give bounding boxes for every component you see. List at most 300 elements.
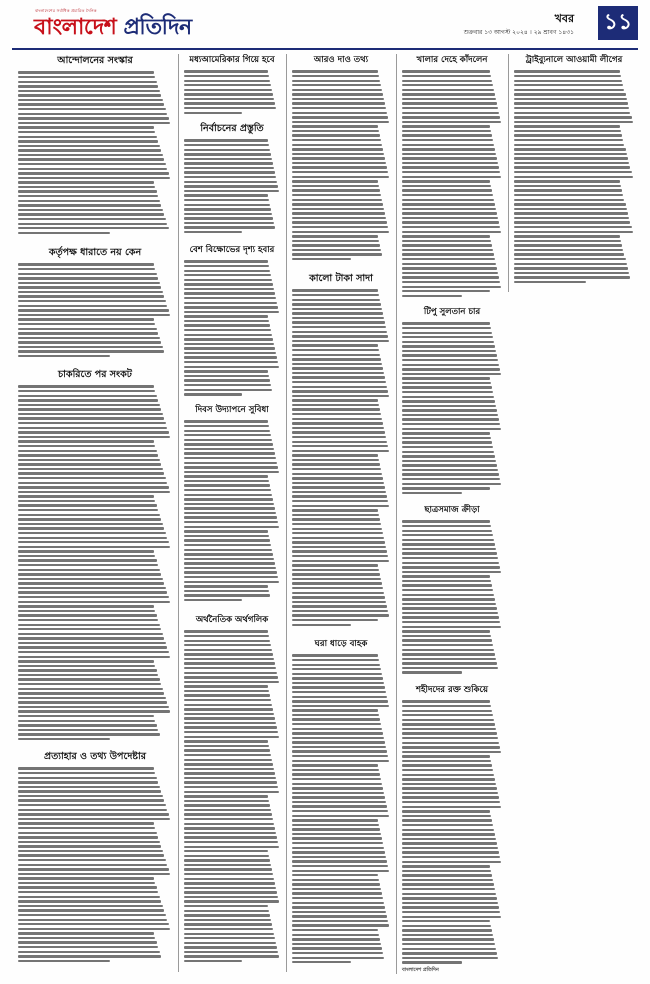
text-line xyxy=(292,718,380,720)
text-line xyxy=(292,253,382,255)
text-line xyxy=(402,824,493,826)
text-line xyxy=(184,231,242,233)
text-line xyxy=(402,322,490,324)
text-line xyxy=(18,122,170,124)
article-headline: দিবস উদ্যাপনে সুবিধা xyxy=(195,405,269,415)
article-headline: নির্বাচনের প্রস্তুতি xyxy=(200,123,264,134)
text-line xyxy=(18,172,169,174)
text-line xyxy=(292,199,382,201)
text-line xyxy=(18,706,169,708)
text-line xyxy=(184,804,270,806)
text-line xyxy=(402,612,498,614)
text-line xyxy=(292,778,381,780)
text-line xyxy=(402,562,499,564)
text-line xyxy=(184,430,270,432)
text-line xyxy=(18,126,154,128)
text-line xyxy=(18,859,166,861)
text-line xyxy=(402,787,497,789)
text-line xyxy=(18,145,160,147)
text-line xyxy=(184,292,275,294)
text-line xyxy=(402,874,492,876)
text-line xyxy=(402,815,491,817)
text-line xyxy=(292,317,384,319)
text-line xyxy=(514,185,621,187)
text-line xyxy=(402,176,501,178)
text-line xyxy=(402,902,498,904)
text-line xyxy=(402,728,496,730)
text-line xyxy=(402,345,495,347)
text-line xyxy=(18,514,160,516)
text-line xyxy=(18,454,158,456)
text-line xyxy=(184,786,278,788)
text-line xyxy=(402,396,494,398)
text-line xyxy=(184,521,278,523)
text-line xyxy=(184,795,268,797)
text-line xyxy=(184,878,274,880)
text-line xyxy=(402,616,499,618)
article xyxy=(288,272,394,636)
text-line xyxy=(184,484,270,486)
text-line xyxy=(402,102,497,104)
text-line xyxy=(18,81,157,83)
text-line xyxy=(184,690,269,692)
text-line xyxy=(18,642,166,644)
column-divider xyxy=(286,54,287,972)
column-divider xyxy=(178,54,179,972)
text-line xyxy=(402,451,494,453)
text-line xyxy=(402,354,497,356)
text-line xyxy=(402,391,493,393)
text-line xyxy=(402,621,500,623)
text-line xyxy=(292,148,383,150)
article-body xyxy=(398,518,506,675)
text-line xyxy=(184,356,277,358)
text-line xyxy=(18,854,164,856)
text-line xyxy=(184,791,279,793)
text-line xyxy=(402,235,490,237)
text-line xyxy=(402,626,501,628)
text-line xyxy=(292,231,389,233)
article-headline: মধ্যআমেরিকার গিয়ে হবে xyxy=(189,55,275,65)
text-line xyxy=(292,89,382,91)
text-line xyxy=(18,90,160,92)
text-line xyxy=(292,934,379,936)
article-body xyxy=(288,287,394,628)
text-line xyxy=(18,491,170,493)
text-line xyxy=(292,431,385,433)
text-line xyxy=(402,134,492,136)
article-body xyxy=(180,68,284,116)
text-line xyxy=(184,553,273,555)
text-line xyxy=(402,719,494,721)
text-line xyxy=(18,422,166,424)
text-line xyxy=(184,288,274,290)
text-line xyxy=(292,837,382,839)
text-line xyxy=(402,783,496,785)
text-line xyxy=(402,171,500,173)
text-line xyxy=(514,208,627,210)
text-line xyxy=(292,399,378,401)
text-line xyxy=(292,700,388,702)
text-line xyxy=(18,103,164,105)
text-line xyxy=(184,457,276,459)
text-line xyxy=(292,221,387,223)
article-headline: আন্দোলনের সংস্কার xyxy=(57,55,133,66)
text-line xyxy=(184,176,276,178)
text-line xyxy=(402,893,496,895)
text-line xyxy=(18,569,160,571)
text-line xyxy=(292,473,382,475)
text-line xyxy=(184,768,274,770)
text-line xyxy=(184,667,276,669)
text-line xyxy=(292,450,389,452)
text-line xyxy=(292,354,380,356)
text-line xyxy=(18,555,155,557)
text-line xyxy=(18,937,155,939)
text-line xyxy=(18,309,169,311)
text-line xyxy=(402,769,493,771)
text-line xyxy=(18,564,158,566)
text-line xyxy=(18,431,169,433)
text-line xyxy=(18,559,157,561)
text-line xyxy=(292,185,379,187)
text-line xyxy=(18,263,154,265)
text-line xyxy=(18,614,157,616)
text-line xyxy=(18,468,163,470)
text-line xyxy=(18,578,163,580)
text-line xyxy=(292,924,389,926)
text-line xyxy=(292,728,382,730)
article-headline: অর্থনৈতিক অর্থগলিক xyxy=(195,615,269,625)
text-line xyxy=(292,349,379,351)
text-line xyxy=(292,961,351,963)
text-line xyxy=(402,662,497,664)
text-line xyxy=(514,134,622,136)
text-line xyxy=(292,746,386,748)
article-body xyxy=(288,652,394,965)
text-line xyxy=(184,162,273,164)
text-line xyxy=(18,445,155,447)
text-line xyxy=(402,737,498,739)
article xyxy=(14,54,176,244)
text-line xyxy=(184,933,274,935)
text-line xyxy=(292,805,387,807)
text-line xyxy=(184,167,274,169)
text-line xyxy=(18,332,158,334)
text-line xyxy=(184,818,273,820)
text-line xyxy=(18,546,170,548)
text-line xyxy=(292,408,380,410)
text-line xyxy=(18,873,170,875)
text-line xyxy=(402,870,491,872)
text-line xyxy=(402,368,500,370)
text-line xyxy=(18,463,161,465)
text-line xyxy=(402,792,498,794)
text-line xyxy=(292,686,385,688)
text-line xyxy=(402,700,490,702)
logo-part-1: বাংলাদেশ xyxy=(34,14,117,40)
text-line xyxy=(402,139,493,141)
text-line xyxy=(292,303,381,305)
text-line xyxy=(402,838,496,840)
text-line xyxy=(292,157,385,159)
text-line xyxy=(292,80,380,82)
text-line xyxy=(184,270,270,272)
text-line xyxy=(292,244,380,246)
text-line xyxy=(292,605,387,607)
text-line xyxy=(18,346,163,348)
text-line xyxy=(292,815,389,817)
text-line xyxy=(18,818,170,820)
text-line xyxy=(402,84,493,86)
text-line xyxy=(402,153,496,155)
text-line xyxy=(18,395,157,397)
text-line xyxy=(292,920,388,922)
text-line xyxy=(402,244,492,246)
text-line xyxy=(18,273,157,275)
text-line xyxy=(402,148,495,150)
text-line xyxy=(402,295,462,297)
text-line xyxy=(292,741,385,743)
text-line xyxy=(292,938,380,940)
text-line xyxy=(514,203,626,205)
text-line xyxy=(402,961,462,963)
text-line xyxy=(18,822,154,824)
text-line xyxy=(184,855,269,857)
masthead-rule xyxy=(12,48,638,50)
text-line xyxy=(402,373,501,375)
article-body xyxy=(14,261,176,359)
text-line xyxy=(292,952,383,954)
text-line xyxy=(514,240,621,242)
text-line xyxy=(184,204,270,206)
text-line xyxy=(18,390,155,392)
text-line xyxy=(514,272,629,274)
text-line xyxy=(402,267,497,269)
text-line xyxy=(184,928,273,930)
text-line xyxy=(184,640,270,642)
text-line xyxy=(402,671,462,673)
text-line xyxy=(184,900,279,902)
text-line xyxy=(18,195,158,197)
text-line xyxy=(402,93,495,95)
text-line xyxy=(292,943,381,945)
text-line xyxy=(18,591,167,593)
text-line xyxy=(18,772,155,774)
text-line xyxy=(184,494,272,496)
text-line xyxy=(18,537,167,539)
text-line xyxy=(292,764,378,766)
text-line xyxy=(402,144,494,146)
text-line xyxy=(292,578,381,580)
text-line xyxy=(292,847,384,849)
text-line xyxy=(402,897,497,899)
article-headline: ঘরা ধাড়ে বাহক xyxy=(314,639,368,649)
text-line xyxy=(402,829,494,831)
text-line xyxy=(184,153,271,155)
text-line xyxy=(514,144,624,146)
text-line xyxy=(184,265,269,267)
text-line xyxy=(18,209,163,211)
text-line xyxy=(292,564,378,566)
text-line xyxy=(18,300,166,302)
text-line xyxy=(292,505,389,507)
text-line xyxy=(18,282,160,284)
text-line xyxy=(402,70,490,72)
text-line xyxy=(292,659,379,661)
text-line xyxy=(514,102,628,104)
text-line xyxy=(184,891,277,893)
text-line xyxy=(514,75,621,77)
text-line xyxy=(18,117,169,119)
text-line xyxy=(292,482,384,484)
text-line xyxy=(402,483,501,485)
text-line xyxy=(402,405,496,407)
text-line xyxy=(402,810,490,812)
text-line xyxy=(402,865,490,867)
text-line xyxy=(18,541,169,543)
text-line xyxy=(18,767,154,769)
text-line xyxy=(402,929,492,931)
text-line xyxy=(292,664,380,666)
text-line xyxy=(18,809,167,811)
text-line xyxy=(184,389,272,391)
logo-part-2: প্রতিদিন xyxy=(116,14,192,40)
text-line xyxy=(18,715,154,717)
text-line xyxy=(292,367,383,369)
text-line xyxy=(402,286,501,288)
text-line xyxy=(18,218,166,220)
text-line xyxy=(292,929,378,931)
text-line xyxy=(18,486,169,488)
article-headline: কালো টাকা সাদা xyxy=(309,273,373,284)
text-line xyxy=(292,883,380,885)
article-headline: চাকরিতে পর সংকট xyxy=(58,369,132,380)
text-line xyxy=(184,896,278,898)
text-line xyxy=(18,532,166,534)
text-line xyxy=(514,176,633,178)
text-line xyxy=(184,306,278,308)
text-line xyxy=(292,546,386,548)
text-line xyxy=(292,208,384,210)
text-line xyxy=(18,601,170,603)
text-line xyxy=(184,717,275,719)
article-headline: ছাত্রসমাজ ক্রীড়া xyxy=(424,505,480,515)
text-line xyxy=(402,594,494,596)
text-line xyxy=(18,399,158,401)
text-line xyxy=(402,543,495,545)
text-line xyxy=(184,672,277,674)
text-line xyxy=(18,190,157,192)
text-line xyxy=(402,258,495,260)
text-line xyxy=(18,71,154,73)
text-line xyxy=(184,343,274,345)
text-line xyxy=(184,859,270,861)
text-line xyxy=(184,324,270,326)
text-line xyxy=(18,177,170,179)
text-line xyxy=(514,199,624,201)
text-line xyxy=(184,914,270,916)
text-line xyxy=(18,688,163,690)
text-line xyxy=(292,801,386,803)
text-line xyxy=(184,199,269,201)
text-line xyxy=(402,530,492,532)
text-line xyxy=(184,937,275,939)
text-line xyxy=(292,445,388,447)
text-line xyxy=(18,154,163,156)
text-line xyxy=(184,781,277,783)
text-line xyxy=(184,823,274,825)
text-line xyxy=(402,796,499,798)
text-line xyxy=(184,942,276,944)
text-line xyxy=(184,887,276,889)
text-line xyxy=(184,334,272,336)
text-line xyxy=(402,203,495,205)
text-line xyxy=(292,833,381,835)
text-line xyxy=(402,253,494,255)
text-line xyxy=(184,800,269,802)
text-line xyxy=(184,772,275,774)
text-line xyxy=(18,697,166,699)
text-line xyxy=(292,624,351,626)
article-headline: প্রত্যাহার ও তথ্য উপদেষ্টার xyxy=(44,751,146,762)
text-line xyxy=(402,464,497,466)
text-line xyxy=(184,694,270,696)
text-line xyxy=(292,486,385,488)
text-line xyxy=(402,112,499,114)
text-line xyxy=(292,340,389,342)
text-line xyxy=(402,723,495,725)
text-line xyxy=(184,868,272,870)
text-line xyxy=(402,382,491,384)
text-line xyxy=(18,868,169,870)
text-line xyxy=(18,960,110,962)
text-line xyxy=(184,471,279,473)
text-line xyxy=(402,732,497,734)
text-line xyxy=(184,951,278,953)
text-line xyxy=(292,363,382,365)
text-line xyxy=(184,676,278,678)
text-line xyxy=(184,171,275,173)
text-line xyxy=(184,503,274,505)
text-line xyxy=(292,582,382,584)
text-line xyxy=(402,888,495,890)
text-line xyxy=(292,879,379,881)
text-line xyxy=(292,98,384,100)
text-line xyxy=(292,217,386,219)
text-line xyxy=(184,512,276,514)
text-line xyxy=(292,947,382,949)
text-line xyxy=(184,80,270,82)
text-line xyxy=(18,900,161,902)
text-line xyxy=(292,614,389,616)
text-line xyxy=(402,952,497,954)
text-line xyxy=(402,226,500,228)
credit-byline: বাংলাদেশ প্রতিদিন xyxy=(402,966,439,972)
text-line xyxy=(184,649,272,651)
text-line xyxy=(184,841,278,843)
text-line xyxy=(402,920,490,922)
text-line xyxy=(184,139,268,141)
text-line xyxy=(402,341,494,343)
text-line xyxy=(292,372,384,374)
text-line xyxy=(184,549,272,551)
text-line xyxy=(514,157,628,159)
text-line xyxy=(292,705,389,707)
text-line xyxy=(402,332,492,334)
text-line xyxy=(402,584,492,586)
text-line xyxy=(292,454,378,456)
